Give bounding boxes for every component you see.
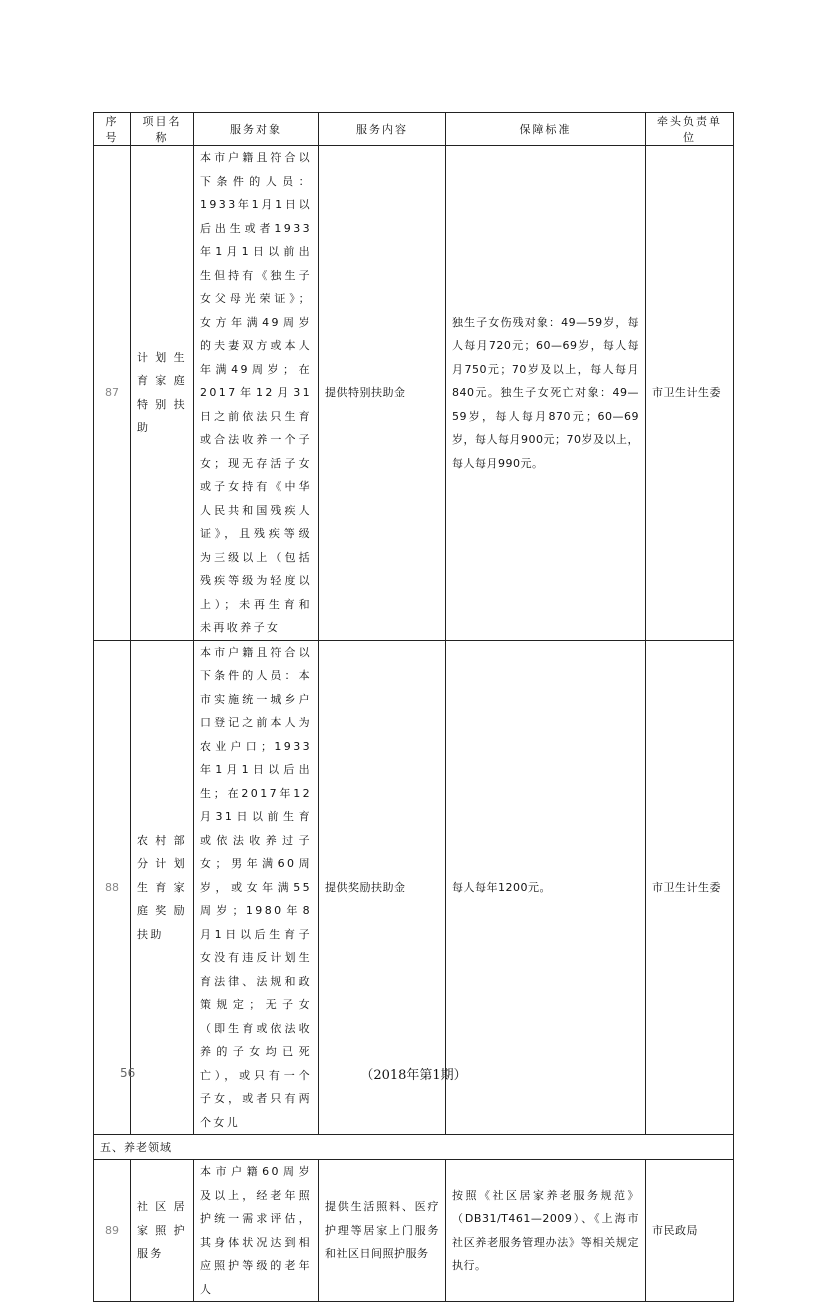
row-standard: 独生子女伤残对象：49—59岁，每人每月720元；60—69岁，每人每月750元；70岁及以上，每人每月840元。独生子女死亡对象：49—59岁，每人每月870元；60—69岁，每人每月900元；70岁及以上，每人每月990元。 (446, 146, 646, 641)
row-content: 提供奖励扶助金 (319, 640, 446, 1135)
header-target: 服务对象 (194, 113, 319, 146)
table-row (94, 640, 734, 1135)
header-dept: 牵头负责单位 (646, 113, 734, 146)
row-target: 本市户籍且符合以下条件的人员：本市实施统一城乡户口登记之前本人为农业户口；1933年1月1日以后出生；在2017年12月31日以前生育或依法收养过子女；男年满60周岁，或女年满55周岁；1980年8月1日以后生育子女没有违反计划生育法律、法规和政策规定；无子女（即生育或依法收养的子女均已死亡），或只有一个子女，或者只有两个女儿 (194, 640, 319, 1135)
table-header-row (94, 113, 734, 146)
section-title: 五、养老领域 (94, 1135, 734, 1160)
row-dept: 市卫生计生委 (646, 640, 734, 1135)
page-number: 56 (120, 1066, 136, 1080)
row-standard: 每人每年1200元。 (446, 640, 646, 1135)
row-target: 本市户籍60周岁及以上，经老年照护统一需求评估，其身体状况达到相应照护等级的老年人 (194, 1160, 319, 1302)
row-content: 提供生活照料、医疗护理等居家上门服务和社区日间照护服务 (319, 1160, 446, 1302)
row-name: 农村部分计划生育家庭奖励扶助 (131, 640, 194, 1135)
row-content: 提供特别扶助金 (319, 146, 446, 641)
row-target: 本市户籍且符合以下条件的人员：1933年1月1日以后出生或者1933年1月1日以前出生但持有《独生子女父母光荣证》；女方年满49周岁的夫妻双方或本人年满49周岁；在2017年12月31日之前依法只生育或合法收养一个子女；现无存活子女或子女持有《中华人民共和国残疾人证》，且残疾等级为三级以上（包括残疾等级为轻度以上）；未再生育和未再收养子女 (194, 146, 319, 641)
services-table (93, 112, 734, 1302)
row-dept: 市民政局 (646, 1160, 734, 1302)
table-row (94, 146, 734, 641)
header-content: 服务内容 (319, 113, 446, 146)
header-standard: 保障标准 (446, 113, 646, 146)
row-standard: 按照《社区居家养老服务规范》（DB31/T461—2009）、《上海市社区养老服务管理办法》等相关规定执行。 (446, 1160, 646, 1302)
table-row (94, 1160, 734, 1302)
section-row (94, 1135, 734, 1160)
header-name: 项目名称 (131, 113, 194, 146)
header-no: 序号 (94, 113, 131, 146)
row-no: 87 (94, 146, 131, 641)
row-name: 社区居家照护服务 (131, 1160, 194, 1302)
issue-label: （2018年第1期） (360, 1068, 467, 1083)
row-no: 89 (94, 1160, 131, 1302)
row-dept: 市卫生计生委 (646, 146, 734, 641)
row-no: 88 (94, 640, 131, 1135)
row-name: 计划生育家庭特别扶助 (131, 146, 194, 641)
